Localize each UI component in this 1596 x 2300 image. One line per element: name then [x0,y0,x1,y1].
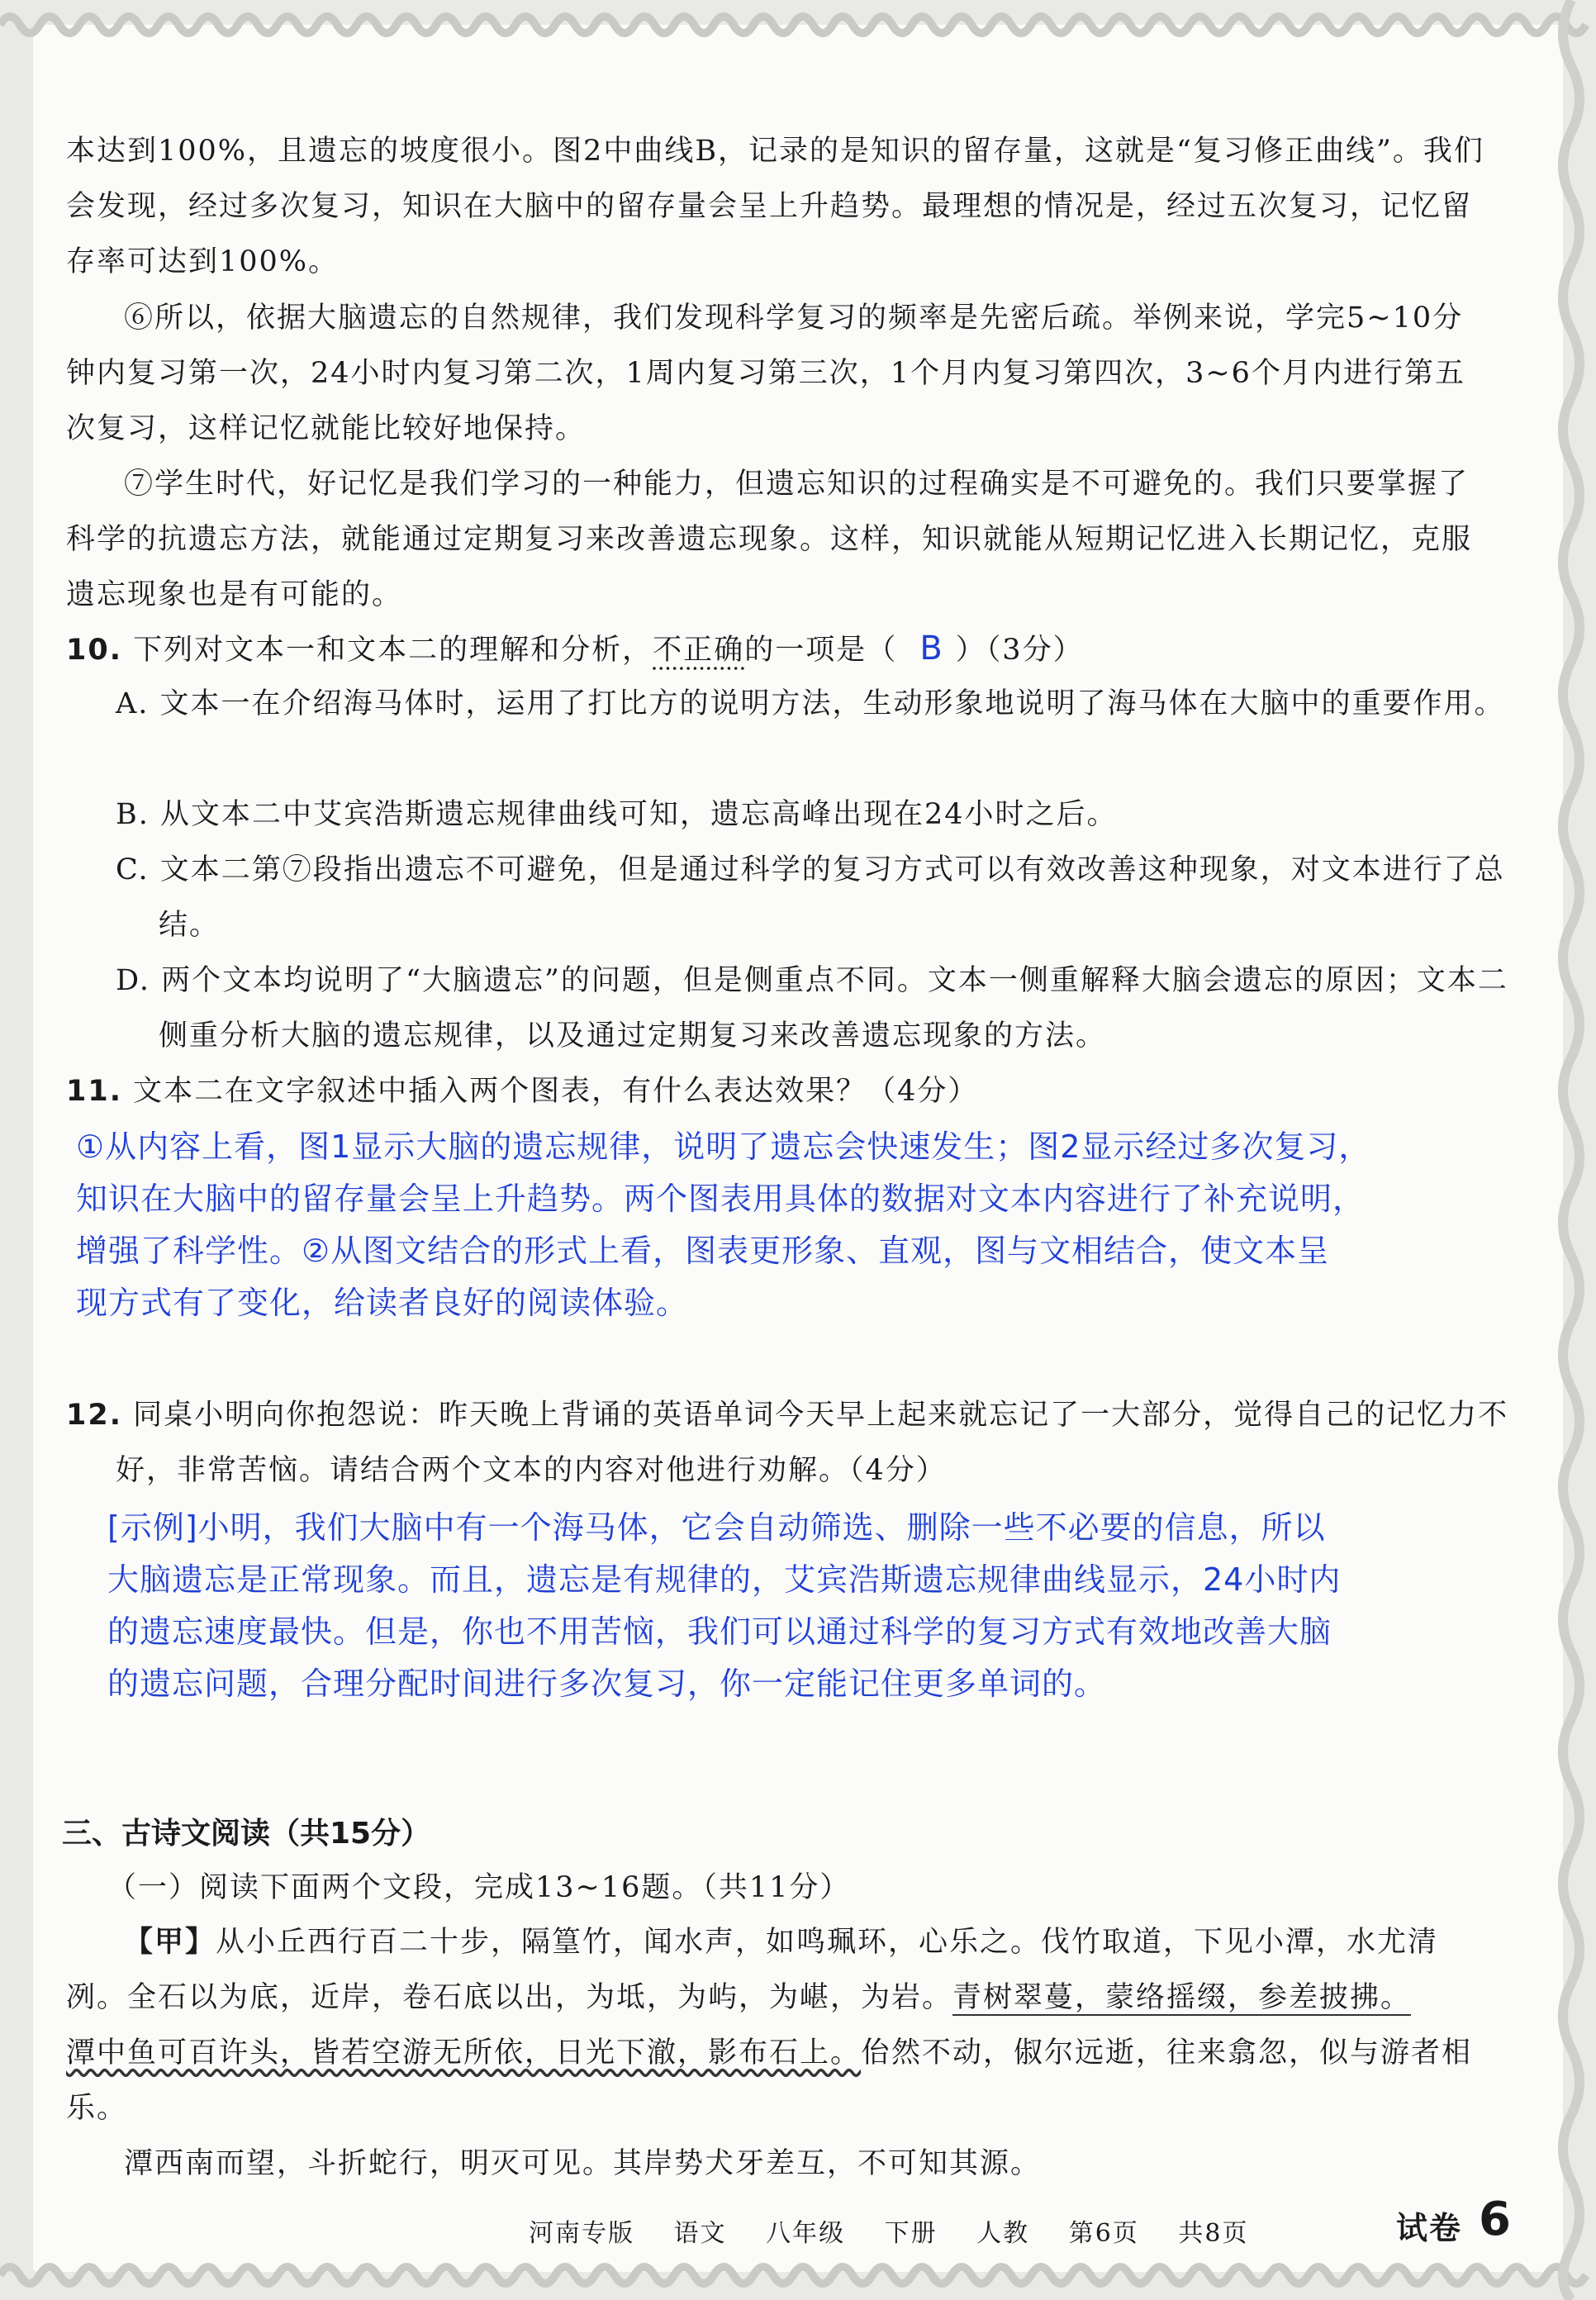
question-11-answer-line-4: 现方式有了变化，给读者良好的阅读体验。 [76,1285,689,1321]
section-3-title: 三、古诗文阅读（共15分） [62,1817,431,1851]
question-10-stem-a: 下列对文本一和文本二的理解和分析， [133,634,653,667]
question-12-answer-line-4: 的遗忘问题，合理分配时间进行多次复习，你一定能记住更多单词的。 [107,1666,1107,1702]
footer-exam-label: 试卷 [1396,2210,1463,2246]
question-11-number: 11. [66,1075,123,1108]
question-11 [66,1064,1495,1119]
footer-subject: 语文 [673,2219,727,2248]
question-10-answer: B [919,630,944,668]
passage-paragraph-7: ⑦学生时代，好记忆是我们学习的一种能力，但遗忘知识的过程确实是不可避免的。我们只要掌握了科学的抗遗忘方法，就能通过定期复习来改善遗忘现象。这样，知识就能从短期记忆进入长期记忆，克服遗忘现象也是有可能的。 [66,468,1473,611]
question-12-stem: 同桌小明向你抱怨说：昨天晚上背诵的英语单词今天早上起来就忘记了一大部分，觉得自己的记忆力不好，非常苦恼。请结合两个文本的内容对他进行劝解。（4分） [116,1399,1509,1487]
question-10 [66,621,1495,678]
footer-edition: 人教 [976,2219,1030,2248]
passage-jia-text-2: 佁然不动，俶尔远逝，往来翕忽，似与游者相乐。 [66,2036,1473,2125]
footer-grade: 八年级 [766,2219,846,2248]
question-10-number: 10. [66,634,123,667]
question-11-stem: 文本二在文字叙述中插入两个图表，有什么表达效果？（4分） [133,1075,979,1108]
question-11-answer-line-1: ①从内容上看，图1显示大脑的遗忘规律，说明了遗忘会快速发生；图2显示经过多次复习， [76,1129,1371,1165]
passage-jia-text-1: 从小丘西行百二十步，隔篁竹，闻水声，如鸣珮环，心乐之。伐竹取道，下见小潭，水尤清冽。全石以为底，近岸，卷石底以出，为坻，为屿，为嵁，为岩。 [66,1926,1439,2014]
question-10-option-b: B. 从文本二中艾宾浩斯遗忘规律曲线可知，遗忘高峰出现在24小时之后。 [116,798,1118,831]
passage-jia-underline-2: 潭中鱼可百许头，皆若空游无所依，日光下澈，影布石上。 [66,2036,862,2070]
question-12-answer-line-2: 大脑遗忘是正常现象。而且，遗忘是有规律的，艾宾浩斯遗忘规律曲线显示，24小时内 [107,1561,1342,1598]
passage-jia-underline-1: 青树翠蔓，蒙络摇缀，参差披拂。 [952,1981,1412,2014]
footer-info [529,2212,1278,2249]
footer-volume: 下册 [884,2219,938,2248]
footer-exam-number: 6 [1479,2193,1513,2246]
footer-page: 第6页 [1068,2219,1139,2248]
question-12-answer-line-3: 的遗忘速度最快。但是，你也不用苦恼，我们可以通过科学的复习方式有效地改善大脑 [107,1613,1332,1650]
question-12-number: 12. [66,1399,123,1432]
page-footer [0,2193,1596,2257]
footer-region: 河南专版 [529,2219,634,2248]
question-10-option-c: C. 文本二第⑦段指出遗忘不可避免，但是通过科学的复习方式可以有效改善这种现象，对文本进行了总结。 [116,853,1505,942]
question-11-answer-line-2: 知识在大脑中的留存量会呈上升趋势。两个图表用具体的数据对文本内容进行了补充说明， [76,1181,1366,1217]
question-10-stem-c: 的一项是（ [744,634,898,667]
passage-jia [66,1915,1495,2136]
question-11-answer-line-3: 增强了科学性。②从图文结合的形式上看，图表更形象、直观，图与文相结合，使文本呈 [76,1233,1330,1269]
question-10-emphasis: 不正确 [653,634,745,667]
question-10-stem-d: ）（3分） [955,634,1084,667]
section-3-instruction: （一）阅读下面两个文段，完成13~16题。（共11分） [107,1871,851,1904]
footer-total: 共8页 [1178,2219,1249,2248]
passage-paragraph-5-end: 本达到100%，且遗忘的坡度很小。图2中曲线B，记录的是知识的留存量，这就是“复习修正曲线”。我们会发现，经过多次复习，知识在大脑中的留存量会呈上升趋势。最理想的情况是，经过五次复习，记忆留存率可达到100%。 [66,135,1484,278]
question-12 [66,1388,1545,1499]
question-12-answer-line-1: [示例]小明，我们大脑中有一个海马体，它会自动筛选、删除一些不必要的信息，所以 [107,1509,1326,1546]
passage-paragraph-6: ⑥所以，依据大脑遗忘的自然规律，我们发现科学复习的频率是先密后疏。举例来说，学完5~10分钟内复习第一次，24小时内复习第二次，1周内复习第三次，1个月内复习第四次，3~6个月内进行第五次复习，这样记忆就能比较好地保持。 [66,302,1465,445]
passage-jia-text-3: 潭西南而望，斗折蛇行，明灭可见。其岸势犬牙差互，不可知其源。 [124,2147,1042,2180]
question-10-option-d: D. 两个文本均说明了“大脑遗忘”的问题，但是侧重点不同。文本一侧重解释大脑会遗忘的原因；文本二侧重分析大脑的遗忘规律，以及通过定期复习来改善遗忘现象的方法。 [116,964,1508,1053]
question-10-option-a: A. 文本一在介绍海马体时，运用了打比方的说明方法，生动形象地说明了海马体在大脑中的重要作用。 [116,687,1505,720]
passage-jia-label: 【甲】 [124,1926,216,1959]
